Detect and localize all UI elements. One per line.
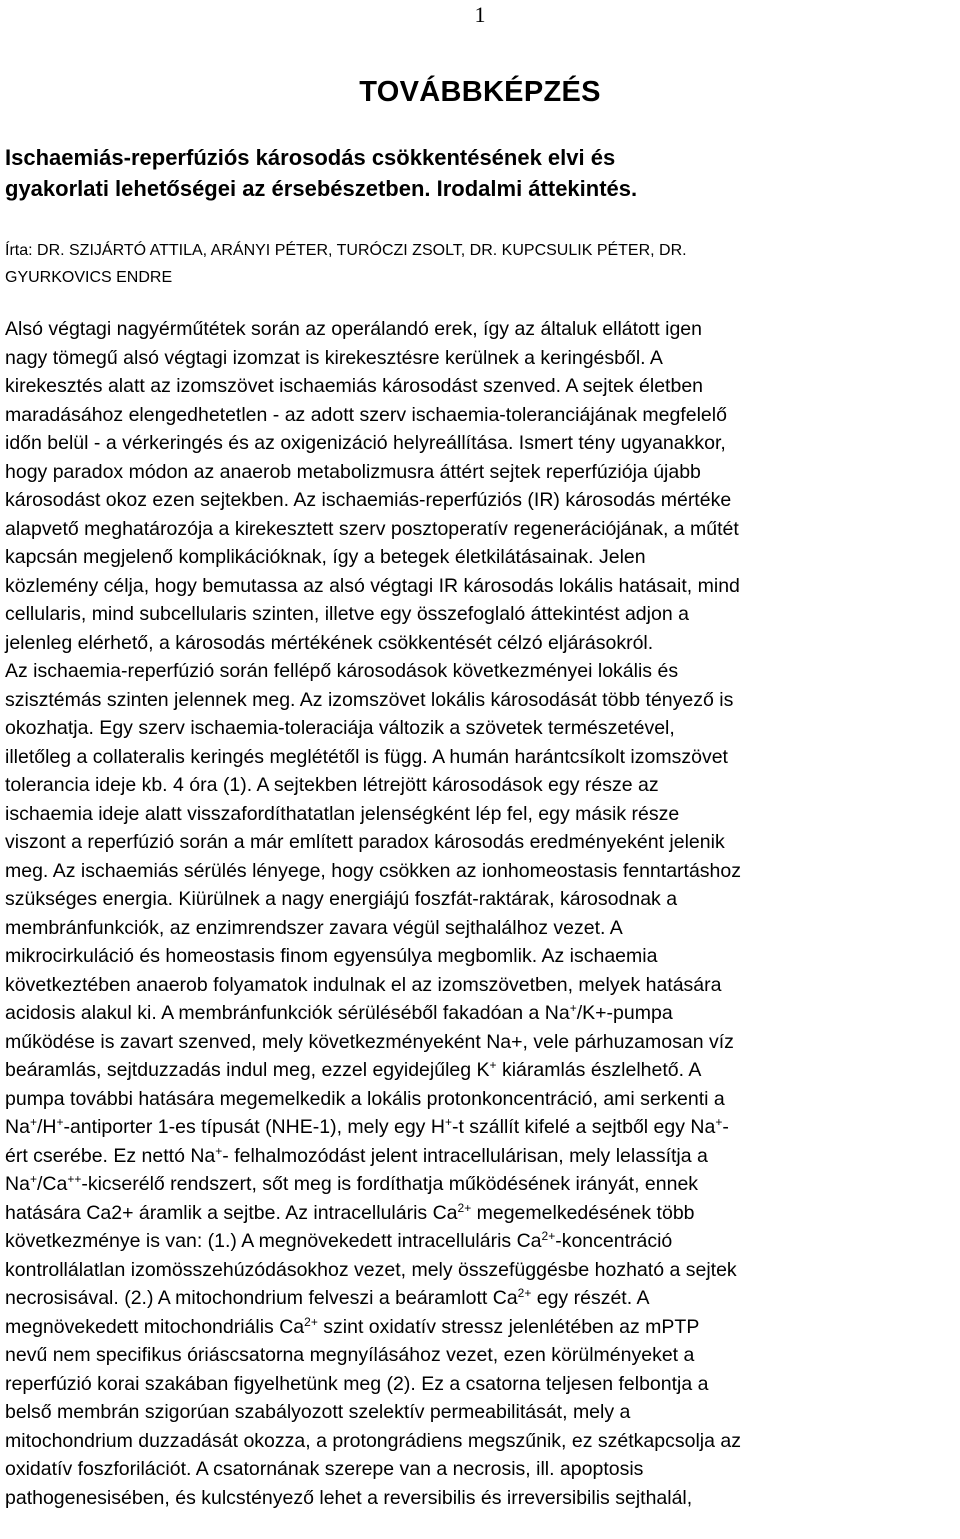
superscript: +: [215, 1143, 223, 1158]
section-heading: TOVÁBBKÉPZÉS: [359, 76, 601, 108]
body-line: [5, 1170, 960, 1199]
body-line: károsodást okoz ezen sejtekben. Az ischaemiás-reperfúziós (IR) károsodás mértéke: [5, 489, 732, 511]
body-line: maradásához elengedhetetlen - az adott szerv ischaemia-toleranciájának megfelelő: [5, 403, 727, 426]
author-line: GYURKOVICS ENDRE: [5, 269, 173, 286]
superscript: +: [569, 1000, 577, 1015]
body-line: [5, 1227, 960, 1256]
superscript: 2+: [304, 1314, 318, 1329]
body-line: meg. Az ischaemiás sérülés lényege, hogy csökken az ionhomeostasis fenntartáshoz: [5, 859, 741, 882]
body-line: tolerancia ideje kb. 4 óra (1). A sejtekben létrejött károsodások egy része az: [5, 774, 659, 796]
body-line: illetőleg a collateralis keringés meglététől is függ. A humán harántcsíkolt izomszövet: [5, 745, 728, 768]
superscript: +: [29, 1114, 37, 1129]
body-line: [5, 1142, 960, 1171]
superscript: +: [29, 1171, 37, 1186]
text-run: -t szállít kifelé a sejtből egy Na: [451, 1116, 716, 1138]
text-run: következménye is van: (1.) A megnövekedett intracelluláris Ca: [5, 1230, 542, 1252]
body-line: okozhatja. Egy szerv ischaemia-toleraciája változik a szövetek természetével,: [5, 717, 675, 739]
text-run: megemelkedésének több: [471, 1201, 695, 1224]
body-line: Alsó végtagi nagyérműtétek során az operálandó erek, így az általuk ellátott igen: [5, 318, 703, 340]
body-line: [5, 999, 960, 1028]
author-byline: [5, 237, 955, 291]
body-line: időn belül - a vérkeringés és az oxigenizáció helyreállítása. Ismert tény ugyanakkor,: [5, 432, 726, 454]
body-line: mitochondrium duzzadását okozza, a protongrádiens megszűnik, ez szétkapcsolja az: [5, 1429, 741, 1452]
superscript: +: [715, 1114, 723, 1129]
body-line: [5, 1284, 960, 1313]
body-line: viszont a reperfúzió során a már említett paradox károsodás eredményeként jelenik: [5, 831, 725, 853]
body-line: jelenleg elérhető, a károsodás mértékének csökkentését célzó eljárásokról.: [5, 631, 654, 654]
text-run: acidosis alakul ki. A membránfunkciók sérüléséből fakadóan a Na: [5, 1002, 570, 1024]
body-line: közlemény célja, hogy bemutassa az alsó végtagi IR károsodás lokális hatásait, mind: [5, 574, 740, 597]
body-line: pathogenesisében, és kulcstényező lehet a reversibilis és irreversibilis sejthalál,: [5, 1486, 693, 1509]
body-line: kapcsán megjelenő komplikációknak, így a betegek életkilátásainak. Jelen: [5, 546, 646, 568]
text-run: /K+-pumpa: [576, 1002, 673, 1024]
text-run: Na: [5, 1116, 30, 1138]
text-run: ért cserébe. Ez nettó Na: [5, 1144, 216, 1167]
author-line: Írta: DR. SZIJÁRTÓ ATTILA, ARÁNYI PÉTER, TURÓCZI ZSOLT, DR. KUPCSULIK PÉTER, DR.: [5, 242, 687, 259]
body-line: [5, 1199, 960, 1228]
text-run: /H: [36, 1116, 57, 1138]
superscript: 2+: [517, 1285, 532, 1300]
body-line: kontrollálatlan izomösszehúzódásokhoz vezet, mely összefüggésbe hozható a sejtek: [5, 1258, 737, 1281]
body-line: mikrocirkuláció és homeostasis finom egyensúlya megbomlik. Az ischaemia: [5, 945, 658, 967]
text-run: hatására Ca2+ áramlik a sejtbe. Az intracelluláris Ca: [5, 1201, 458, 1224]
superscript: 2+: [457, 1200, 472, 1215]
superscript: +: [489, 1057, 497, 1072]
body-line: következtében anaerob folyamatok indulnak el az izomszövetben, melyek hatására: [5, 973, 722, 996]
body-line: [5, 1313, 960, 1342]
text-run: -: [722, 1116, 729, 1138]
superscript: +: [56, 1114, 64, 1129]
text-run: szint oxidatív stressz jelenlétében az mPTP: [317, 1315, 700, 1338]
text-run: -koncentráció: [555, 1230, 673, 1252]
text-run: -kicserélő rendszert, sőt meg is fordíthatja működésének irányát, ennek: [81, 1173, 699, 1195]
page-number: 1: [474, 2, 486, 27]
body-line: szisztémás szinten jelennek meg. Az izomszövet lokális károsodását több tényező is: [5, 688, 734, 711]
superscript: 2+: [541, 1228, 556, 1243]
body-line: membránfunkciók, az enzimrendszer zavara végül sejthalálhoz vezet. A: [5, 916, 623, 939]
text-run: -antiporter 1-es típusát (NHE-1), mely egy H: [63, 1116, 445, 1138]
text-run: /Ca: [36, 1173, 68, 1195]
body-line: ischaemia ideje alatt visszafordíthatatlan jelenségként lép fel, egy másik része: [5, 802, 680, 825]
article-title-line: gyakorlati lehetőségei az érsebészetben. Irodalmi áttekintés.: [5, 176, 638, 201]
text-run: Na: [5, 1173, 30, 1195]
body-line: cellularis, mind subcellularis szinten, illetve egy összefoglaló áttekintést adjon a: [5, 603, 689, 625]
body-line: pumpa további hatására megemelkedik a lokális protonkoncentráció, ami serkenti a: [5, 1087, 725, 1110]
text-run: kiáramlás észlelhető. A: [496, 1059, 702, 1081]
body-line: szükséges energia. Kiürülnek a nagy energiájú foszfát-raktárak, károsodnak a: [5, 888, 678, 910]
body-line: kirekesztés alatt az izomszövet ischaemiás károsodást szenved. A sejtek életben: [5, 375, 704, 397]
superscript: +: [444, 1114, 452, 1129]
body-line: működése is zavart szenved, mely következményeként Na+, vele párhuzamosan víz: [5, 1030, 734, 1053]
article-title: [5, 142, 955, 204]
body-line: hogy paradox módon az anaerob metabolizmusra áttért sejtek reperfúziója újabb: [5, 460, 701, 483]
body-line: [5, 1056, 960, 1085]
text-run: - felhalmozódást jelent intracellulárisan, mely lelassítja a: [222, 1144, 708, 1167]
body-line: [5, 1113, 960, 1142]
body-line: Az ischaemia-reperfúzió során fellépő károsodások következményei lokális és: [5, 660, 679, 682]
text-run: megnövekedett mitochondriális Ca: [5, 1315, 305, 1338]
text-run: beáramlás, sejtduzzadás indul meg, ezzel egyidejűleg K: [5, 1059, 490, 1081]
body-text: [5, 315, 960, 1512]
superscript: ++: [67, 1171, 82, 1186]
text-run: egy részét. A: [531, 1287, 650, 1309]
body-line: oxidatív foszforilációt. A csatornának szerepe van a necrosis, ill. apoptosis: [5, 1458, 644, 1480]
article-title-line: Ischaemiás-reperfúziós károsodás csökkentésének elvi és: [5, 145, 616, 170]
body-line: nagy tömegű alsó végtagi izomzat is kirekesztésre kerülnek a keringésből. A: [5, 346, 663, 369]
body-line: reperfúzió korai szakában figyelhetünk meg (2). Ez a csatorna teljesen felbontja a: [5, 1372, 709, 1395]
body-line: nevű nem specifikus óriáscsatorna megnyílásához vezet, ezen körülményeket a: [5, 1344, 695, 1366]
body-line: belső membrán szigorúan szabályozott szelektív permeabilitását, mely a: [5, 1401, 631, 1423]
text-run: necrosisával. (2.) A mitochondrium felveszi a beáramlott Ca: [5, 1287, 518, 1309]
body-line: alapvető meghatározója a kirekesztett szerv posztoperatív regenerációjának, a műtét: [5, 517, 739, 540]
